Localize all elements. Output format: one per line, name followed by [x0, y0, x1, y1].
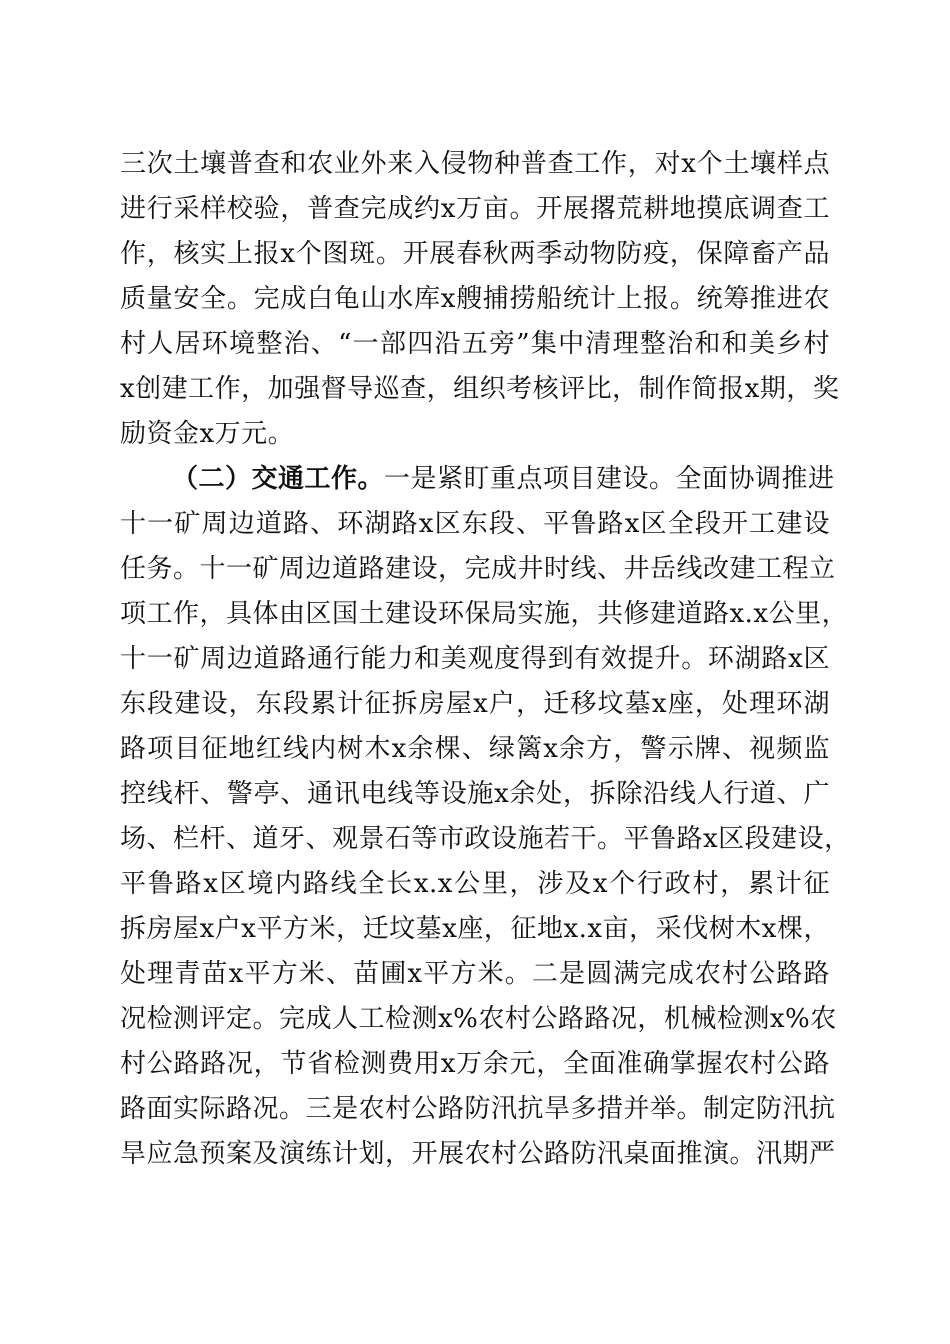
paragraph-2-line-5: 十一矿周边道路通行能力和美观度得到有效提升。环湖路x区: [120, 644, 830, 674]
paragraph-2-line-3: 任务。十一矿周边道路建设，完成井时线、井岳线改建工程立: [120, 554, 836, 584]
paragraph-2-line-12: 处理青苗x平方米、苗圃x平方米。二是圆满完成农村公路路: [120, 959, 830, 989]
paragraph-2-line-10: 平鲁路x区境内路线全长x.x公里，涉及x个行政村，累计征: [120, 869, 830, 899]
paragraph-2-line-15: 路面实际路况。三是农村公路防汛抗旱多措并举。制定防汛抗: [120, 1094, 836, 1124]
paragraph-2-line-16: 旱应急预案及演练计划，开展农村公路防汛桌面推演。汛期严: [120, 1139, 836, 1169]
paragraph-2-line-1: [120, 457, 835, 502]
paragraph-1-line-6: x创建工作，加强督导巡查，组织考核评比，制作简报x期，奖: [120, 374, 840, 404]
document-body: [120, 142, 851, 1177]
paragraph-1-line-4: 质量安全。完成白龟山水库x艘捕捞船统计上报。统筹推进农: [120, 284, 830, 314]
paragraph-2-line-7: 路项目征地红线内树木x余棵、绿篱x余方，警示牌、视频监: [120, 734, 830, 764]
paragraph-1-line-7: 励资金x万元。: [120, 419, 295, 449]
paragraph-2-line-4: 项工作，具体由区国土建设环保局实施，共修建道路x.x公里，: [120, 599, 849, 629]
paragraph-1-line-1: 三次土壤普查和农业外来入侵物种普查工作，对x个土壤样点: [120, 149, 830, 179]
paragraph-2-line-9: 场、栏杆、道牙、观景石等市政设施若干。平鲁路x区段建设，: [120, 824, 851, 854]
paragraph-2-line-14: 村公路路况，节省检测费用x万余元，全面准确掌握农村公路: [120, 1049, 830, 1079]
paragraph-1-line-2: 进行采样校验，普查完成约x万亩。开展撂荒耕地摸底调查工: [120, 194, 830, 224]
paragraph-1-line-3: 作，核实上报x个图斑。开展春秋两季动物防疫，保障畜产品: [120, 239, 830, 269]
paragraph-1-line-5: 村人居环境整治、“一部四沿五旁”集中清理整治和和美乡村: [120, 329, 830, 359]
paragraph-2-line-2: 十一矿周边道路、环湖路x区东段、平鲁路x区全段开工建设: [120, 509, 830, 539]
paragraph-2-line-1-text: 一是紧盯重点项目建设。全面协调推进: [384, 464, 835, 494]
paragraph-2-line-8: 控线杆、警亭、通讯电线等设施x余处，拆除沿线人行道、广: [120, 779, 830, 809]
paragraph-2-line-11: 拆房屋x户x平方米，迁坟墓x座，征地x.x亩，采伐树木x棵，: [120, 914, 830, 944]
paragraph-2-line-6: 东段建设，东段累计征拆房屋x户，迁移坟墓x座，处理环湖: [120, 689, 830, 719]
paragraph-2-line-13: 况检测评定。完成人工检测x%农村公路路况，机械检测x%农: [120, 1004, 837, 1034]
section-heading: （二）交通工作。: [172, 464, 385, 494]
